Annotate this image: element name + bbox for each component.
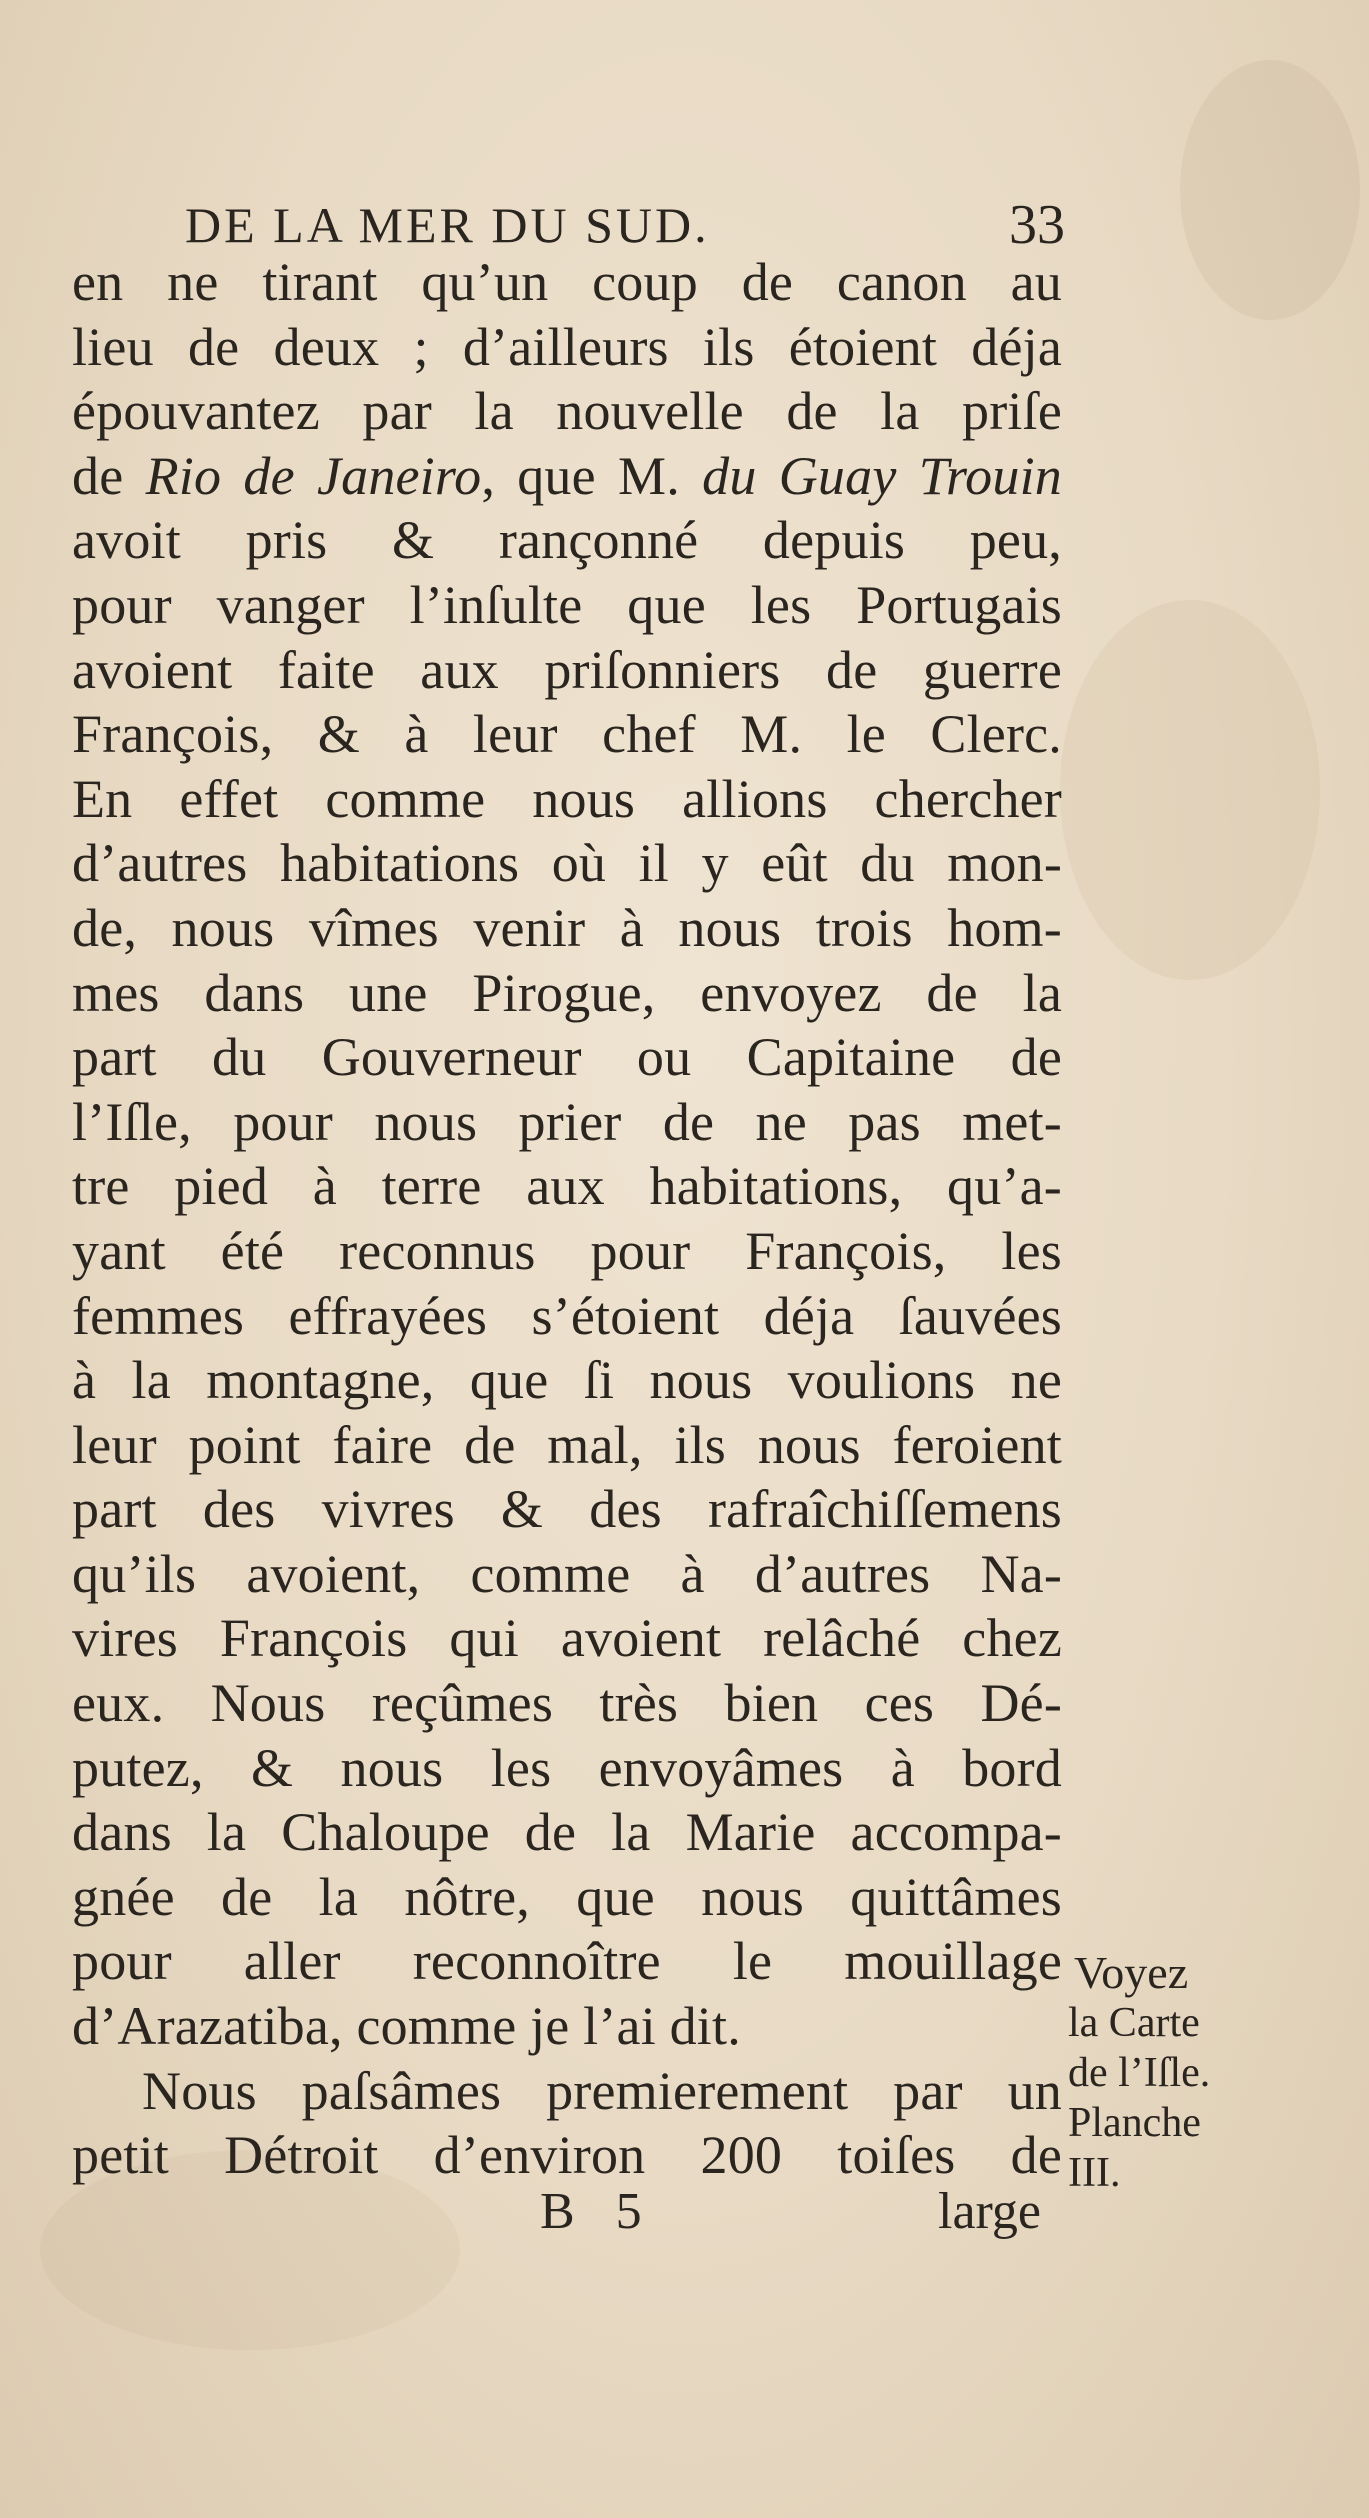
paper-stain: [1180, 60, 1360, 320]
catchword: large: [938, 2183, 1041, 2240]
text-line: femmes effrayées s’étoient déja ſauvées: [72, 1285, 1062, 1346]
body-text: [72, 250, 1062, 2188]
text-line: épouvantez par la nouvelle de la priſe: [72, 381, 1062, 442]
text-line: d’autres habitations où il y eût du mon-: [72, 833, 1062, 894]
paper-stain: [1060, 600, 1320, 980]
paragraph-end-line: d’Arazatiba, comme je l’ai dit.: [72, 1996, 741, 2057]
margin-note-line: de l’Iſle.: [1068, 2050, 1211, 2096]
text-line: à la montagne, que ſi nous voulions ne: [72, 1350, 1062, 1411]
text-line: avoient faite aux priſonniers de guerre: [72, 639, 1062, 700]
text-line: tre pied à terre aux habitations, qu’a-: [72, 1156, 1062, 1217]
italic-place-name: Rio de Janeiro: [145, 445, 482, 506]
signature-mark: B 5: [540, 2183, 656, 2240]
running-head-title: DE LA MER DU SUD.: [185, 197, 710, 253]
line-fragment: , que M.: [481, 445, 703, 506]
text-line: part des vivres & des rafraîchiſſemens: [72, 1479, 1062, 1540]
text-line-with-italics: [72, 444, 1062, 509]
text-line: mes dans une Pirogue, envoyez de la: [72, 962, 1062, 1023]
text-line: dans la Chaloupe de la Marie accompa-: [72, 1802, 1062, 1863]
text-line: petit Détroit d’environ 200 toiſes de: [72, 2125, 1062, 2186]
text-line: putez, & nous les envoyâmes à bord: [72, 1737, 1062, 1798]
text-line: lieu de deux ; d’ailleurs ils étoient déja: [72, 316, 1062, 377]
text-line: vires François qui avoient relâché chez: [72, 1608, 1062, 1669]
italic-person-name: du Guay Trouin: [702, 445, 1062, 506]
margin-note-line: III.: [1068, 2150, 1121, 2196]
margin-note: [1068, 1948, 1268, 2198]
text-line: gnée de la nôtre, que nous quittâmes: [72, 1866, 1062, 1927]
text-line: pour aller reconnoître le mouillage: [72, 1931, 1062, 1992]
margin-note-line: Planche: [1068, 2100, 1201, 2146]
paragraph-start-line: Nous paſsâmes premierement par un: [142, 2060, 1062, 2121]
margin-note-line: la Carte: [1068, 2000, 1200, 2046]
line-fragment: de: [72, 445, 146, 506]
text-line: de, nous vîmes venir à nous trois hom-: [72, 897, 1062, 958]
text-line: yant été reconnus pour François, les: [72, 1220, 1062, 1281]
text-line: qu’ils avoient, comme à d’autres Na-: [72, 1543, 1062, 1604]
text-line: leur point faire de mal, ils nous feroient: [72, 1414, 1062, 1475]
page-number: 33: [1009, 194, 1065, 256]
text-line: En effet comme nous allions chercher: [72, 768, 1062, 829]
text-line: François, & à leur chef M. le Clerc.: [72, 704, 1062, 765]
text-line: en ne tirant qu’un coup de canon au: [72, 252, 1062, 312]
text-line: eux. Nous reçûmes très bien ces Dé-: [72, 1673, 1062, 1734]
text-line: avoit pris & rançonné depuis peu,: [72, 510, 1062, 571]
text-line: l’Iſle, pour nous prier de ne pas met-: [72, 1091, 1062, 1152]
text-line: pour vanger l’inſulte que les Portugais: [72, 574, 1062, 635]
text-line: part du Gouverneur ou Capitaine de: [72, 1027, 1062, 1088]
margin-note-line: Voyez: [1074, 1947, 1189, 1998]
